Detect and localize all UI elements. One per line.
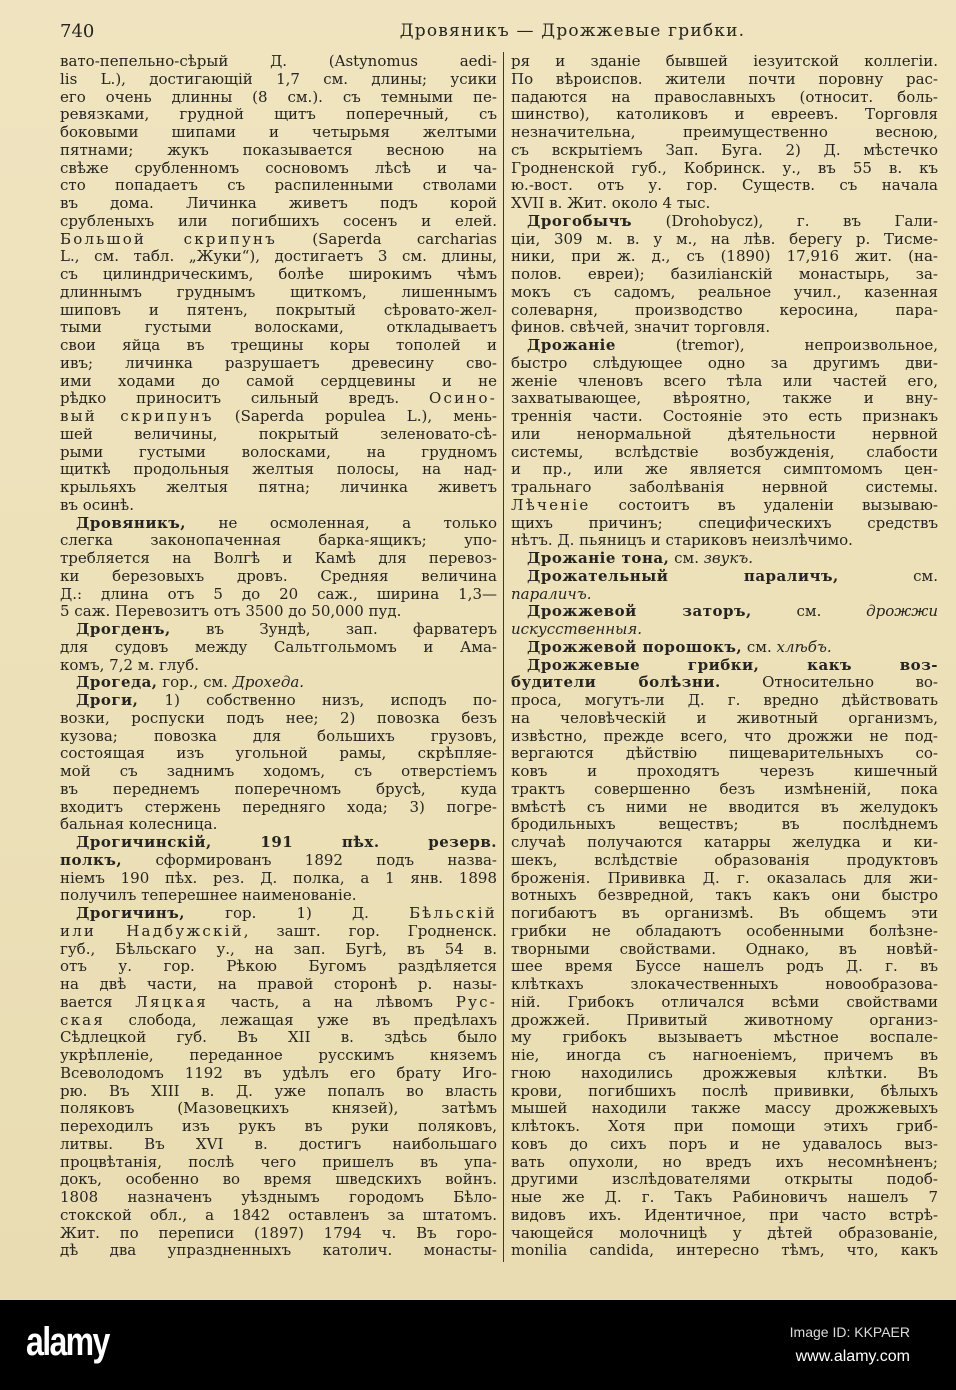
text-line: шиповъ и пятенъ, покрытый сѣровато-жел-: [60, 301, 497, 319]
text-segment: не осмоленная, а только: [186, 514, 497, 532]
text-line: клѣтокъ. Хотя при помощи этихъ гриб-: [511, 1118, 938, 1135]
text-line: солеварня, производство керосина, пара-: [511, 301, 938, 319]
text-line: дрожжей. Привитый животному организ-: [511, 1011, 938, 1029]
text-line: ревязками, грудной щитъ поперечный, съ: [60, 106, 497, 124]
text-line: укрѣпленіе, переданное русскимъ княземъ: [60, 1047, 497, 1064]
text-line: системы, вслѣдствіе возбужденія, слабости: [511, 443, 938, 461]
headword: Дрогобычъ: [527, 212, 633, 230]
text-line: бальная колесница.: [60, 816, 218, 834]
text-line: поляковъ (Мазовецкихъ князей), затѣмъ: [60, 1100, 497, 1118]
text-segment: Рус-: [455, 993, 497, 1011]
text-line: [511, 586, 938, 604]
text-line: ные же Д. г. Такъ Рабиновичъ нашелъ 7: [511, 1189, 938, 1206]
text-line: губ., Бѣльскаго у., на зап. Бугѣ, въ 54 в.: [60, 940, 497, 958]
text-line: [60, 994, 497, 1012]
cross-reference: дрожжи: [866, 603, 938, 621]
text-line: шее время Буссе нашелъ родъ Д. г. въ: [511, 958, 938, 976]
text-line: L., см. табл. „Жуки“), достигаетъ 3 см. длины,: [60, 248, 497, 266]
text-segment: Относительно во-: [720, 674, 938, 692]
text-line: полов. евреи); базиліанскій монастырь, за-: [511, 266, 938, 283]
text-line: мышей находили также массу дрожжевыхъ: [511, 1100, 938, 1118]
text-line: Жит. по переписи (1897) 1794 ч. Въ горо-: [60, 1224, 497, 1242]
text-line: [60, 852, 497, 870]
text-line: извѣстно, прежде всего, что дрожжи не под-: [511, 727, 938, 745]
column-divider: [503, 52, 504, 1262]
text-line: [511, 568, 938, 586]
text-line: вотныхъ безвредной, такъ какъ они быстро: [511, 887, 938, 905]
text-line: [60, 1012, 497, 1030]
text-line: требляется на Волгѣ и Камѣ для перевоз-: [60, 550, 497, 567]
text-line: XVII в. Жит. около 4 тыс.: [511, 195, 711, 212]
text-line: шинство), католиковъ и евреевъ. Торговля: [511, 106, 938, 124]
headword: будители болѣзни.: [511, 674, 721, 692]
text-line: [511, 603, 938, 621]
text-line: быстро слѣдующее одно за другимъ дви-: [511, 354, 938, 372]
text-segment: вый скрипунъ: [60, 408, 214, 425]
text-line: monilia candida, интересно тѣмъ, что, какъ: [511, 1242, 938, 1260]
text-segment: слобода, лежащая уже въ предѣлахъ: [104, 1011, 497, 1029]
text-line: видовъ ихъ. Идентичное, при часто встрѣ-: [511, 1206, 938, 1224]
text-line: крыльяхъ желтыя пятна; личинка живетъ: [60, 479, 497, 496]
text-segment: , зашт. гор. Гродненск.: [243, 922, 497, 940]
text-line: для судовъ между Сальтгольмомъ и Ама-: [60, 638, 497, 656]
image-id: Image ID: KKPAER: [789, 1324, 910, 1340]
text-line: рыми густыми волосками, на грудномъ: [60, 443, 497, 461]
text-line: срубленыхъ или погибшихъ сосенъ и елей.: [60, 212, 497, 230]
text-line: въ осинѣ.: [60, 496, 134, 514]
text-line: бродильныхъ веществъ; въ послѣднемъ: [511, 816, 938, 834]
headword: Дрогеда,: [76, 674, 158, 692]
text-line: ніе, иногда съ нагноеніемъ, причемъ въ: [511, 1047, 938, 1064]
text-line: съ вскрытіемъ Зап. Буга. 2) Д. мѣстечко: [511, 141, 938, 159]
headword: Дрожательный параличъ,: [527, 567, 839, 585]
text-line: состоящая изъ угольной рамы, скрѣпляе-: [60, 745, 497, 763]
text-segment: рѣдко приноситъ сильный вредъ.: [60, 390, 429, 408]
text-line: По вѣроиспов. жители почти поровну рас-: [511, 70, 938, 88]
text-line: на человѣческій и животный организмъ,: [511, 709, 938, 727]
cross-reference: хлѣбъ.: [776, 638, 832, 656]
text-line: [511, 550, 938, 568]
text-line: [511, 639, 938, 657]
text-line: нѣтъ. Д. пьяницъ и стариковъ неизлѣчимо.: [511, 532, 853, 550]
text-segment: въ Зундѣ, зап. фарватеръ: [170, 621, 497, 638]
cross-reference: звукъ.: [703, 550, 754, 567]
headword: Дрожаніе тона,: [527, 550, 670, 567]
left-column: [60, 53, 497, 1260]
text-line: [60, 923, 497, 941]
text-line: вато-пепельно-сѣрый Д. (Astynomus aedi-: [60, 53, 497, 70]
text-line: ковъ и проходятъ черезъ кишечный: [511, 763, 938, 780]
text-segment: Лѣченіе: [511, 496, 591, 514]
text-segment: состоитъ въ удаленіи вызываю-: [590, 496, 938, 514]
text-line: въ переднемъ поперечномъ брусѣ, куда: [60, 780, 497, 798]
text-line: на двѣ части, на правой сторонѣ р. назы-: [60, 976, 497, 993]
text-line: процвѣтанія, послѣ чего пришелъ въ упа-: [60, 1153, 497, 1171]
text-line: [511, 213, 938, 231]
headword: Дрогденъ,: [76, 621, 171, 638]
text-line: тыми густыми волосками, откладываетъ: [60, 319, 497, 337]
text-line: Гродненской губ., Кобринск. у., въ 55 в. къ: [511, 159, 938, 177]
text-line: съ цилиндрическимъ, болѣе широкимъ чѣмъ: [60, 266, 497, 283]
text-line: вергаются дѣйствію пищеварительныхъ со-: [511, 745, 938, 763]
text-line: захватывающее, вѣроятно, также и вну-: [511, 390, 938, 408]
text-line: шекъ, вслѣдствіе образованія продуктовъ: [511, 851, 938, 869]
text-line: [511, 497, 938, 515]
text-line: или ненормальной дѣятельности нервной: [511, 425, 938, 443]
text-line: докъ, особенно во время шведскихъ войнъ.: [60, 1171, 497, 1189]
text-line: вать опухоли, но вредъ ихъ несомнѣненъ;: [511, 1153, 938, 1171]
site-link: www.alamy.com: [795, 1348, 910, 1365]
text-line: [511, 621, 938, 639]
headword: Дрогичинскій, 191 пѣх. резерв.: [76, 834, 497, 851]
running-title: Дровяникъ — Дрожжевые грибки.: [399, 21, 746, 41]
text-line: другими изслѣдователями открыты подоб-: [511, 1171, 938, 1189]
text-segment: (Saperda carcharias: [276, 230, 497, 248]
right-column: [511, 53, 938, 1260]
text-line: кузова; повозка для большихъ грузовъ,: [60, 727, 497, 745]
text-line: рю. Въ XIII в. Д. уже попалъ во власть: [60, 1082, 497, 1100]
text-line: слегка законопаченная барка-ящикъ; упо-: [60, 532, 497, 550]
headword: Дровяникъ,: [76, 514, 186, 532]
text-segment: сформированъ 1892 подъ назва-: [122, 851, 497, 869]
page-number: 740: [60, 21, 95, 42]
text-line: [511, 337, 938, 355]
text-line: мой съ заднимъ ходомъ, съ отверстіемъ: [60, 763, 497, 780]
text-line: погибаютъ въ организмѣ. Въ общемъ эти: [511, 905, 938, 922]
text-line: [60, 621, 497, 639]
headword: Дрожжевой порошокъ,: [527, 638, 743, 656]
text-line: клѣткахъ злокачественныхъ новообразова-: [511, 976, 938, 993]
text-line: [511, 657, 938, 675]
text-line: свѣже срубленномъ сосновомъ лѣсѣ и ча-: [60, 159, 497, 177]
text-line: случаѣ получаются катарры желудка и ки-: [511, 834, 938, 851]
text-line: пятнами; жукъ показывается весною на: [60, 141, 497, 159]
text-segment: (tremor), непроизвольное,: [615, 337, 938, 354]
text-line: грибки не обладаютъ особенными болѣзне-: [511, 922, 938, 940]
text-segment: ская: [60, 1011, 105, 1029]
text-line: му грибокъ вызываетъ мѣстное воспале-: [511, 1029, 938, 1047]
text-line: творными свойствами. Однако, въ новѣй-: [511, 940, 938, 958]
text-segment: гор. 1) Д.: [184, 905, 410, 922]
text-line: [60, 674, 497, 692]
text-line: получилъ теперешнее наименованіе.: [60, 887, 357, 905]
text-line: броженія. Прививка Д. г. оказалась для жи-: [511, 869, 938, 887]
text-segment: Большой скрипунъ: [60, 230, 277, 248]
text-segment: см.: [838, 567, 938, 585]
text-segment: гор., см.: [157, 674, 233, 692]
headword: Дрожжевые грибки, какъ воз-: [527, 656, 938, 674]
cross-reference: параличъ.: [511, 585, 592, 603]
text-line: возки, роспуски подъ нее; 2) повозка безъ: [60, 709, 497, 727]
text-line: падаются на православныхъ (относит. боль-: [511, 88, 938, 106]
text-line: длиннымъ груднымъ щиткомъ, лишеннымъ: [60, 283, 497, 301]
text-line: и пр., или же является симптомомъ цен-: [511, 461, 938, 479]
text-segment: (Saperda populea L.), мень-: [213, 408, 497, 425]
text-line: ніемъ 190 пѣх. рез. Д. полка, а 1 янв. 1898: [60, 869, 497, 887]
text-line: боковыми шипами и четырьмя желтыми: [60, 124, 497, 141]
text-segment: вается: [60, 993, 136, 1011]
text-line: ю.-вост. отъ у. гор. Существ. съ начала: [511, 177, 938, 195]
text-segment: часть, а на лѣвомъ: [207, 993, 456, 1011]
text-segment: Ляцкая: [135, 993, 208, 1011]
text-line: шей величины, покрытый зеленовато-сѣ-: [60, 425, 497, 443]
text-line: тральнаго заболѣванія нервной системы.: [511, 479, 938, 496]
text-line: проса, могутъ-ли Д. г. вредно дѣйствовать: [511, 692, 938, 709]
text-line: lis L.), достигающій 1,7 см. длины; усики: [60, 70, 497, 88]
text-segment: Осино-: [429, 390, 497, 408]
text-segment: см.: [742, 638, 777, 656]
text-line: дѣ два упраздненныхъ католич. монасты-: [60, 1242, 497, 1260]
headword: Дрожаніе: [527, 337, 616, 354]
text-line: 5 саж. Перевозитъ отъ 3500 до 50,000 пуд.: [60, 603, 402, 621]
text-line: отъ у. гор. Рѣкою Бугомъ раздѣляется: [60, 958, 497, 976]
text-line: женіе членовъ всего тѣла или частей его,: [511, 372, 938, 390]
text-line: его очень длинны (8 см.). съ темными пе-: [60, 88, 497, 106]
text-segment: 1) собственно низъ, исподъ по-: [138, 692, 497, 709]
text-line: финов. свѣчей, значит торговля.: [511, 319, 771, 337]
cross-reference: искусственныя.: [511, 621, 643, 638]
text-line: переходилъ изъ рукъ въ руки поляковъ,: [60, 1118, 497, 1135]
text-line: щихъ причинъ; специфическихъ средствъ: [511, 514, 938, 532]
text-line: чающейся молочницѣ у дѣтей образованіе,: [511, 1224, 938, 1242]
text-line: крови, погибшихъ послѣ прививки, бѣлыхъ: [511, 1082, 938, 1100]
text-line: свои яйца въ трещины коры тополей и: [60, 337, 497, 354]
text-line: [60, 834, 497, 852]
text-line: Д.: длина отъ 5 до 20 саж., ширина 1,3—: [60, 585, 497, 603]
text-line: сто попадаетъ съ распиленными стволами: [60, 177, 497, 195]
text-line: комъ, 7,2 м. глуб.: [60, 656, 199, 674]
text-line: ковъ до сихъ поръ и не удавалось выз-: [511, 1135, 938, 1153]
text-line: ивъ; личинка разрушаетъ древесину сво-: [60, 354, 497, 372]
text-line: мокъ съ садомъ, реальное учил., казенная: [511, 283, 938, 301]
text-line: ими ходами до самой сердцевины и не: [60, 372, 497, 390]
text-segment: см.: [669, 550, 704, 567]
watermark-bar: [0, 1300, 956, 1390]
text-line: [60, 390, 497, 408]
text-line: Всеволодомъ 1192 въ удѣлъ его брату Иго-: [60, 1064, 497, 1082]
text-line: ники, при ж. д., съ (1890) 17,916 жит. (на-: [511, 248, 938, 266]
text-line: 1808 назначенъ уѣзднымъ городомъ Бѣло-: [60, 1189, 497, 1206]
text-segment: см.: [751, 603, 867, 621]
text-line: стокской обл., а 1842 оставленъ за штатомъ.: [60, 1206, 497, 1224]
text-segment: Бѣльскій: [409, 905, 497, 922]
text-line: [60, 515, 497, 533]
text-line: щиткѣ продольныя желтыя полосы, на над-: [60, 461, 497, 479]
text-line: [60, 905, 497, 923]
text-line: въ дома. Личинка живетъ подъ корой: [60, 195, 497, 212]
text-line: трактъ совершенно безъ измѣненій, пока: [511, 780, 938, 798]
text-line: ній. Грибокъ отличался всѣми свойствами: [511, 993, 938, 1011]
text-line: ря и зданіе бывшей іезуитской коллегіи.: [511, 53, 938, 70]
text-line: ціи, 309 м. в. у м., на лѣв. берегу р. Тисме-: [511, 230, 938, 248]
headword: Дрогичинъ,: [76, 905, 185, 922]
text-line: Сѣдлецкой губ. Въ XII в. здѣсь было: [60, 1029, 497, 1047]
text-line: незначительна, преимущественно весною,: [511, 124, 938, 141]
text-segment: или Надбужскій: [60, 922, 244, 940]
text-line: [60, 231, 497, 249]
cross-reference: Дроxеда.: [232, 674, 305, 692]
headword: полкъ,: [60, 851, 123, 869]
headword: Дроги,: [76, 692, 139, 709]
text-line: ки березовыхъ дровъ. Средняя величина: [60, 567, 497, 585]
text-line: гною находились дрожжевыя клѣтки. Въ: [511, 1064, 938, 1082]
alamy-logo: alamy: [26, 1320, 109, 1364]
text-segment: (Drohobycz), г. въ Гали-: [632, 212, 938, 230]
headword: Дрожжевой заторъ,: [527, 603, 752, 621]
text-line: треннія части. Состояніе это есть признакъ: [511, 408, 938, 425]
text-line: [60, 692, 497, 710]
text-line: вмѣстѣ съ ними не вводится въ желудокъ: [511, 798, 938, 816]
text-line: [60, 408, 497, 426]
text-line: [511, 674, 938, 692]
text-line: входитъ стержень передняго хода; 3) погре-: [60, 798, 497, 816]
text-line: литвы. Въ XVI в. достигъ наибольшаго: [60, 1135, 497, 1153]
